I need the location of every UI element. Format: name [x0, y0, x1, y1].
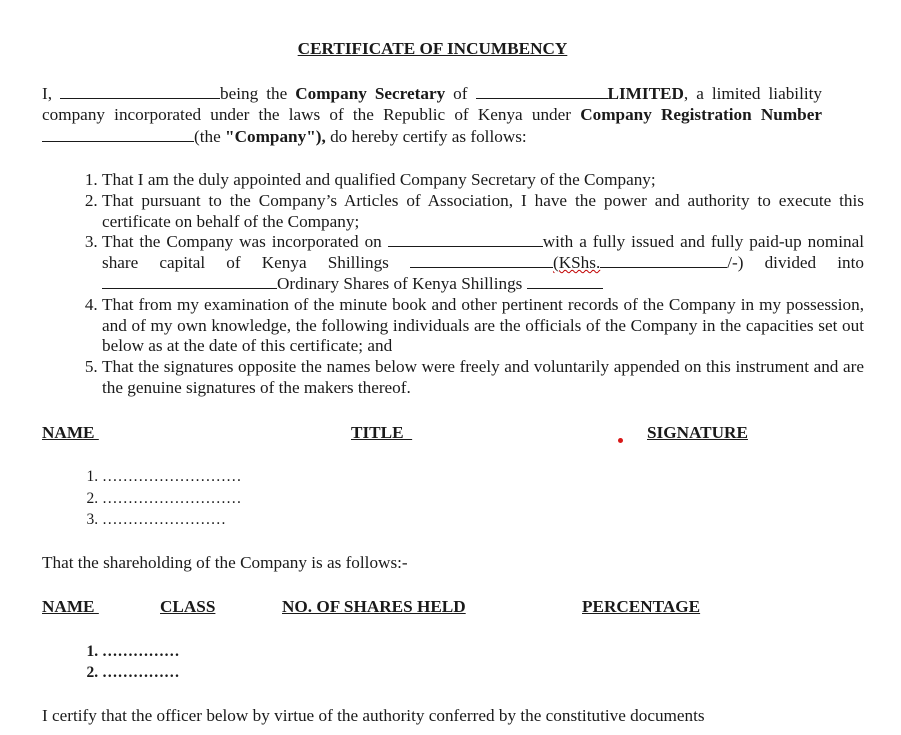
intro-company-quoted: "Company"),: [225, 126, 326, 146]
secretary-name-blank[interactable]: [60, 84, 220, 99]
officials-row[interactable]: 1. ………………………: [102, 466, 242, 488]
kshs-spell-flag: (KShs.: [552, 253, 601, 273]
shareholders-list: [60, 641, 180, 683]
shareholder-row[interactable]: 1. ……………: [102, 641, 180, 662]
intro-certify: do hereby certify as follows:: [325, 126, 527, 146]
shareholding-header-shares: NO. OF SHARES HELD: [282, 597, 466, 616]
intro-i: I,: [42, 84, 53, 103]
share-par-value-blank[interactable]: [527, 274, 603, 289]
shareholding-intro: That the shareholding of the Company is as follows:-: [42, 553, 408, 572]
officials-row[interactable]: 3. ……………………: [102, 509, 242, 531]
company-name-blank[interactable]: [476, 84, 608, 99]
intro-rest: , a limited liability company incorporated under the laws of the Republic of Kenya under: [42, 84, 822, 125]
shareholder-row[interactable]: 2. ……………: [102, 662, 180, 683]
clause-4: 4. That from my examination of the minute book and other pertinent records of the Company in my possession, and of my own knowledge, the following individuals are the officials of the Company in the capacities set out below as at the date of this certificate; and: [102, 295, 864, 357]
registration-number-blank[interactable]: [42, 127, 194, 142]
share-capital-words-blank[interactable]: [410, 253, 553, 268]
clause-3: 3. That the Company was incorporated on with a fully issued and fully paid-up nominal share capital of Kenya Shillings (KShs. /-) divided into Ordinary Shares of Kenya Shillings: [102, 232, 864, 294]
intro-limited: LIMITED: [607, 84, 684, 103]
closing-paragraph: I certify that the officer below by virtue of the authority conferred by the constitutive documents: [42, 706, 705, 725]
number-of-shares-blank[interactable]: [102, 274, 277, 289]
incorporation-date-blank[interactable]: [388, 232, 543, 247]
intro-paragraph: [42, 83, 822, 147]
document-title: CERTIFICATE OF INCUMBENCY: [297, 39, 568, 58]
intro-being-the: being the: [220, 84, 296, 103]
intro-of: of: [445, 84, 476, 103]
red-marker-dot: [618, 438, 623, 443]
share-capital-figures-blank[interactable]: [600, 253, 727, 268]
clause-2: 2. That pursuant to the Company’s Articles of Association, I have the power and authority to execute this certificate on behalf of the Company;: [102, 191, 864, 233]
shareholding-header-class: CLASS: [160, 597, 216, 616]
officials-header-name: NAME: [42, 423, 99, 442]
intro-company-reg-number: Company Registration Number: [580, 105, 823, 125]
certification-clauses: [60, 170, 864, 399]
shareholding-header-percentage: PERCENTAGE: [582, 597, 701, 616]
clause-1: 1. That I am the duly appointed and qualified Company Secretary of the Company;: [102, 170, 864, 191]
intro-company-secretary: Company Secretary: [295, 84, 446, 103]
shareholding-header-name: NAME: [42, 597, 99, 616]
intro-the: (the: [194, 126, 226, 146]
clause-5: 5. That the signatures opposite the names below were freely and voluntarily appended on this instrument and are the genuine signatures of the makers thereof.: [102, 357, 864, 399]
officials-row[interactable]: 2. ………………………: [102, 488, 242, 510]
officials-list: [60, 466, 242, 531]
officials-header-signature: SIGNATURE: [647, 423, 748, 442]
officials-header-title: TITLE: [351, 423, 413, 442]
